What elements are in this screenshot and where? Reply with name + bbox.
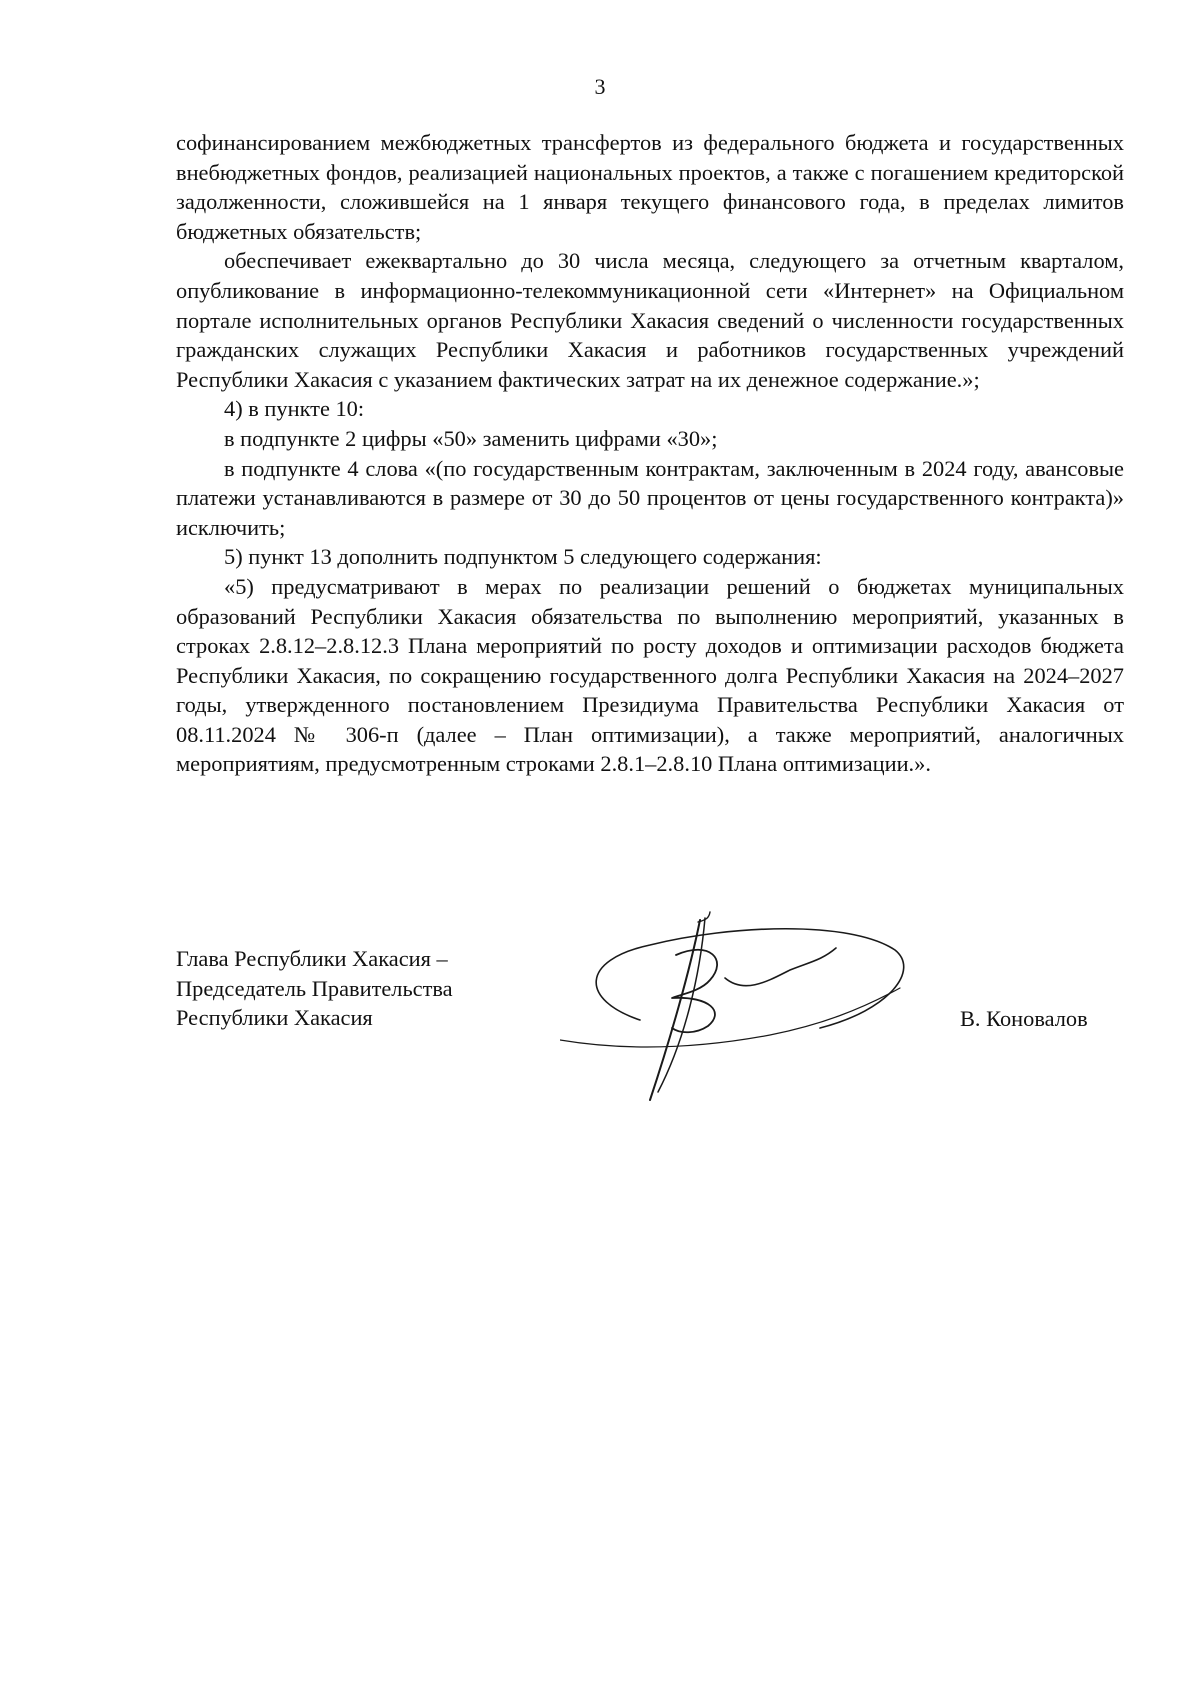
signatory-position <box>176 944 453 1033</box>
page-number: 3 <box>594 74 606 99</box>
handwritten-signature <box>560 900 950 1110</box>
document-body <box>176 128 1124 779</box>
signer-name: В. Коновалов <box>960 1006 1088 1031</box>
paragraph: 5) пункт 13 дополнить подпунктом 5 следующего содержания: <box>224 544 822 570</box>
paragraph: 4) в пункте 10: <box>224 396 365 422</box>
paragraph: в подпункте 2 цифры «50» заменить цифрами «30»; <box>224 425 718 451</box>
paragraph: обеспечивает ежеквартально до 30 числа месяца, следующего за отчетным кварталом, опубликование в информационно-телекоммуникационной сети «Интернет» на Официальном портале исполнительных органов Республики Хакасия сведений о численности государственных гражданских служащих Республики Хакасия и работников государственных учреждений Республики Хакасия с указанием фактических затрат на их денежное содержание.»; <box>176 248 1124 392</box>
position-line: Глава Республики Хакасия – <box>176 946 448 971</box>
paragraph: в подпункте 4 слова «(по государственным контрактам, заключенным в 2024 году, авансовые платежи устанавливаются в размере от 30 до 50 процентов от цены государственного контракта)» исключить; <box>176 455 1124 540</box>
paragraph: «5) предусматривают в мерах по реализации решений о бюджетах муниципальных образований Республики Хакасия обязательства по выполнению мероприятий, указанных в строках 2.8.12–2.8.12.3 Плана мероприятий по росту доходов и оптимизации расходов бюджета Республики Хакасия, по сокращению государственного долга Республики Хакасия на 2024–2027 годы, утвержденного постановлением Президиума Правительства Республики Хакасия от 08.11.2024 № 306-п (далее – План оптимизации), а также мероприятий, аналогичных мероприятиям, предусмотренным строками 2.8.1–2.8.10 Плана оптимизации.». <box>176 573 1124 777</box>
position-line: Республики Хакасия <box>176 1005 373 1031</box>
paragraph: софинансированием межбюджетных трансфертов из федерального бюджета и государственных внебюджетных фондов, реализацией национальных проектов, а также с погашением кредиторской задолженности, сложившейся на 1 января текущего финансового года, в пределах лимитов бюджетных обязательств; <box>176 130 1124 244</box>
position-line: Председатель Правительства <box>176 975 453 1001</box>
